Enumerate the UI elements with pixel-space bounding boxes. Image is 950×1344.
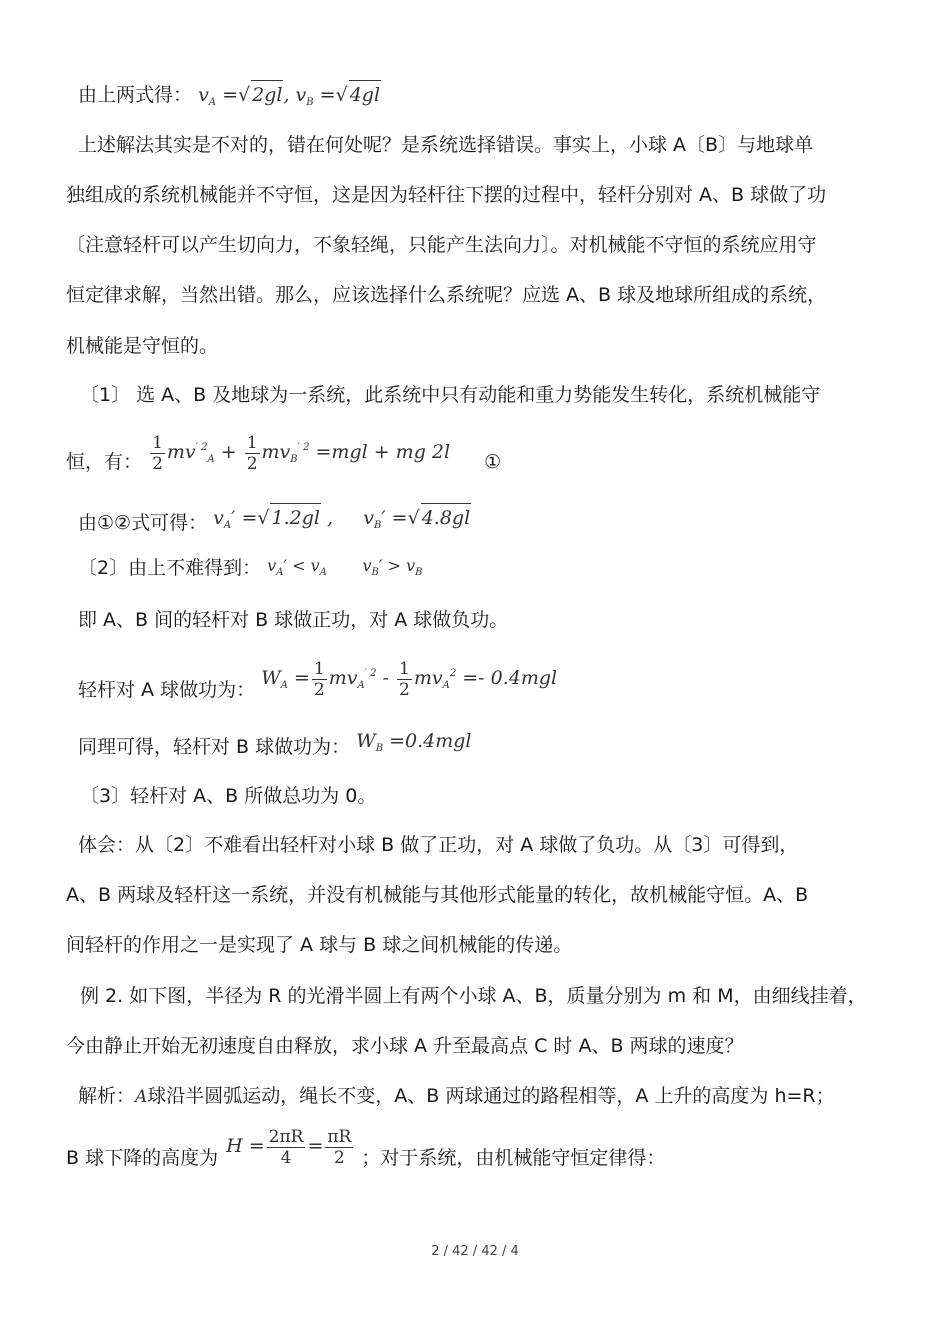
page-footer: 2 / 42 / 42 / 4 (431, 1244, 519, 1259)
text-line (78, 80, 381, 117)
text-line (78, 1082, 835, 1111)
text-line: 例 2. 如下图，半径为 R 的光滑半圆上有两个小球 A、B，质量分别为 m 和 M，由细线挂着， (80, 985, 867, 1007)
text-line (78, 727, 472, 763)
text-line: 恒定律求解，当然出错。那么，应该选择什么系统呢？应选 A、B 球及地球所组成的系统， (66, 284, 827, 306)
text-span: B 球下降的高度为 (66, 1147, 219, 1169)
text-line: 独组成的系统机械能并不守恒，这是因为轻杆往下摆的过程中，轻杆分别对 A、B 球做了功 (66, 184, 827, 206)
formula-result-velocities: $v_A'$ =√ 1.2gl , $v_B'$ =√ 4.8gl (213, 507, 471, 529)
text-line: 〔注意轻杆可以产生切向力，不象轻绳，只能产生法向力〕。对机械能不守恒的系统应用守 (66, 234, 817, 256)
text-span: 〔2〕由上不难得到： (78, 557, 262, 579)
text-line (66, 1122, 665, 1182)
text-line (66, 424, 501, 486)
text-span: 球沿半圆弧运动，绳长不变，A、B 两球通过的路程相等，A 上升的高度为 h=R； (147, 1085, 835, 1107)
text-line (78, 650, 557, 714)
formula-work-a: $W_A$ = $\frac{1}{2}$ $mv_A^{' 2}$ - $\frac{1}{2}$ $mv_A^2 =- 0.4mgl$ (261, 658, 558, 700)
formula-height: H = $\frac{2\pi R}{4}$ = $\frac{\pi R}{2}$ (226, 1126, 352, 1168)
text-line: 上述解法其实是不对的，错在何处呢？是系统选择错误。事实上，小球 A〔B〕与地球单 (78, 134, 814, 156)
text-span: ；对于系统，由机械能守恒定律得： (361, 1147, 666, 1169)
text-line: 今由静止开始无初速度自由释放，求小球 A 升至最高点 C 时 A、B 两球的速度？ (66, 1035, 744, 1057)
text-line: 即 A、B 间的轻杆对 B 球做正功，对 A 球做负功。 (78, 609, 509, 631)
text-span: 轻杆对 A 球做功为： (78, 679, 256, 701)
text-span: 同理可得，轻杆对 B 球做功为： (78, 736, 351, 758)
text-line: 机械能是守恒的。 (66, 335, 219, 357)
text-span: 由①②式可得： (78, 512, 208, 534)
formula-velocities: $v_A$ =√ 2gl, $v_B$ =√ 4gl (198, 84, 381, 106)
text-line: 体会：从〔2〕不难看出轻杆对小球 B 做了正功，对 A 球做了负功。从〔3〕可得到， (78, 834, 799, 856)
formula-inequalities: $v_A' < v_A$ $v_B' > v_B$ (267, 556, 423, 578)
formula-work-b: $W_B =0.4mgl$ (356, 730, 472, 754)
text-span: 恒，有： (66, 451, 143, 473)
text-line (78, 552, 423, 587)
text-line (78, 503, 471, 540)
text-span: A (135, 1087, 148, 1107)
text-span: 解析： (78, 1085, 136, 1107)
text-line: A、B 两球及轻杆这一系统，并没有机械能与其他形式能量的转化，故机械能守恒。A、B (66, 884, 809, 906)
formula-energy: $\frac{1}{2}$ $mv^{' 2}_A$ + $\frac{1}{2}$ $mv_B^{' 2} =mgl$ + mg 2l (152, 432, 451, 474)
text-span: 由上两式得： (78, 84, 193, 106)
text-line: 间轻杆的作用之一是实现了 A 球与 B 球之间机械能的传递。 (66, 934, 573, 956)
equation-number: ① (484, 451, 502, 473)
text-line: 〔1〕 选 A、B 及地球为一系统，此系统中只有动能和重力势能发生转化，系统机械能守 (80, 384, 821, 406)
text-line: 〔3〕轻杆对 A、B 所做总功为 0。 (80, 785, 377, 807)
